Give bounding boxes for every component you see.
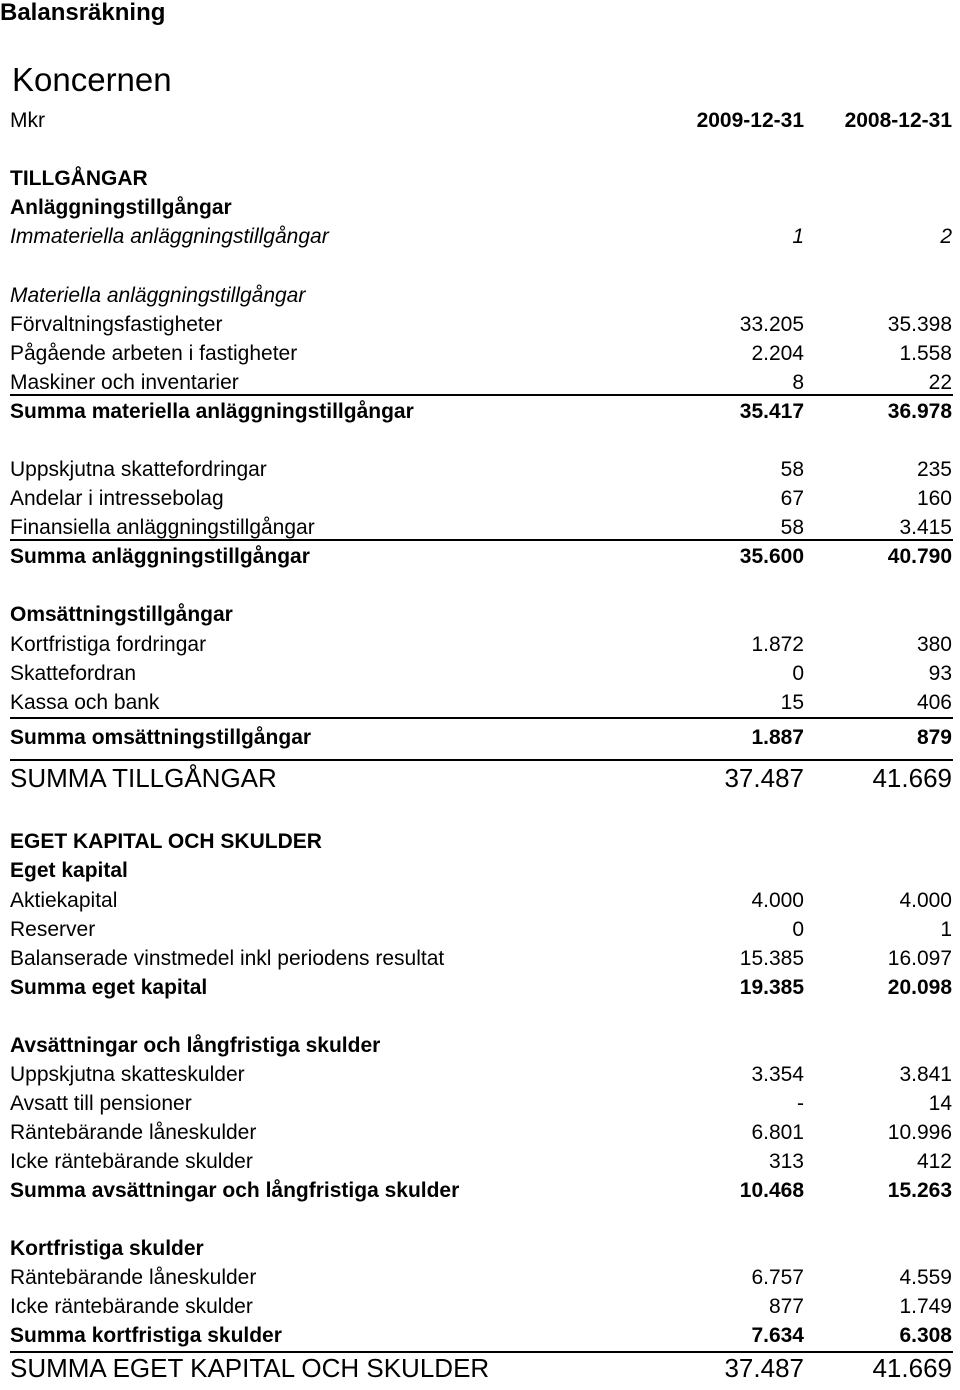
row-label: Summa kortfristiga skulder: [10, 1324, 282, 1347]
row-label: SUMMA EGET KAPITAL OCH SKULDER: [10, 1353, 490, 1383]
row-label: Icke räntebärande skulder: [10, 1295, 253, 1318]
value-2008: 2008-12-31: [844, 109, 952, 132]
value-2009: 0: [792, 918, 804, 941]
table-row: [10, 339, 952, 368]
value-2009: 2009-12-31: [696, 109, 804, 132]
value-2009: 6.801: [751, 1121, 804, 1144]
row-label: Andelar i intressebolag: [10, 487, 224, 510]
value-2009: 10.468: [739, 1179, 804, 1202]
value-2008: 380: [916, 633, 952, 656]
table-row: [10, 1060, 952, 1089]
value-2008: 406: [916, 691, 952, 714]
value-2008: 15.263: [887, 1179, 952, 1202]
value-2009: 8: [792, 371, 804, 394]
table-row: [10, 688, 952, 717]
row-label: Aktiekapital: [10, 889, 118, 912]
value-2009: 3.354: [751, 1063, 804, 1086]
value-2008: 20.098: [887, 976, 952, 999]
table-row: [10, 762, 952, 795]
row-label: Summa omsättningstillgångar: [10, 726, 312, 749]
table-row: [10, 1118, 952, 1147]
row-label: Summa avsättningar och långfristiga skulder: [10, 1179, 460, 1202]
row-label: Summa eget kapital: [10, 976, 208, 999]
value-2009: -: [797, 1092, 804, 1115]
value-2009: 67: [780, 487, 804, 510]
row-label: Förvaltningsfastigheter: [10, 313, 223, 336]
value-2008: 4.559: [899, 1266, 952, 1289]
value-2008: 3.415: [899, 516, 952, 539]
table-row: [10, 368, 952, 397]
row-label: Summa anläggningstillgångar: [10, 545, 310, 568]
row-label: Räntebärande låneskulder: [10, 1121, 257, 1144]
row-label: Balanserade vinstmedel inkl periodens resultat: [10, 947, 445, 970]
value-2009: 0: [792, 662, 804, 685]
row-label: Finansiella anläggningstillgångar: [10, 516, 315, 539]
value-2008: 16.097: [887, 947, 952, 970]
row-label: Uppskjutna skatteskulder: [10, 1063, 245, 1086]
value-2008: 6.308: [899, 1324, 952, 1347]
row-label: Icke räntebärande skulder: [10, 1150, 253, 1173]
table-row: [10, 222, 952, 251]
table-row: [10, 542, 952, 571]
row-label: Reserver: [10, 918, 96, 941]
row-label: Kassa och bank: [10, 691, 160, 714]
table-row: [10, 1292, 952, 1321]
row-label: Räntebärande låneskulder: [10, 1266, 257, 1289]
table-row: [10, 1176, 952, 1205]
value-2008: 36.978: [887, 400, 952, 423]
row-label: TILLGÅNGAR: [10, 167, 148, 190]
value-2008: 40.790: [887, 545, 952, 568]
table-row: [10, 310, 952, 339]
value-2008: 1.749: [899, 1295, 952, 1318]
page-title: Balansräkning: [0, 0, 166, 26]
table-row: [10, 281, 952, 310]
table-row: [10, 193, 952, 222]
row-label: Maskiner och inventarier: [10, 371, 239, 394]
row-label: Materiella anläggningstillgångar: [10, 284, 306, 307]
value-2008: 160: [916, 487, 952, 510]
value-2008: 1.558: [899, 342, 952, 365]
table-row: [10, 484, 952, 513]
row-label: EGET KAPITAL OCH SKULDER: [10, 830, 322, 853]
value-2008: 22: [928, 371, 952, 394]
row-label: Avsatt till pensioner: [10, 1092, 192, 1115]
sum-rule: [10, 717, 953, 719]
column-header-row: [10, 106, 952, 135]
value-2009: 58: [780, 458, 804, 481]
table-row: [10, 856, 952, 885]
value-2009: 58: [780, 516, 804, 539]
row-label: Omsättningstillgångar: [10, 603, 233, 626]
table-row: [10, 397, 952, 426]
row-label: Immateriella anläggningstillgångar: [10, 225, 329, 248]
table-row: [10, 1352, 952, 1385]
value-2009: 1.887: [751, 726, 804, 749]
table-row: [10, 630, 952, 659]
table-row: [10, 164, 952, 193]
value-2008: 14: [928, 1092, 952, 1115]
row-label: Skattefordran: [10, 662, 137, 685]
value-2008: 35.398: [887, 313, 952, 336]
value-2008: 41.669: [872, 763, 952, 793]
row-label: Kortfristiga fordringar: [10, 633, 207, 656]
value-2009: 4.000: [751, 889, 804, 912]
sum-rule: [10, 759, 953, 761]
row-label: Eget kapital: [10, 859, 128, 882]
table-row: [10, 513, 952, 542]
value-2009: 1: [792, 225, 804, 248]
value-2009: 2.204: [751, 342, 804, 365]
value-2009: 15: [780, 691, 804, 714]
table-row: [10, 944, 952, 973]
table-row: [10, 1089, 952, 1118]
value-2009: 19.385: [739, 976, 804, 999]
value-2009: 877: [768, 1295, 804, 1318]
row-label: SUMMA TILLGÅNGAR: [10, 763, 277, 793]
value-2008: 4.000: [899, 889, 952, 912]
sum-rule: [10, 539, 953, 541]
value-2009: 15.385: [739, 947, 804, 970]
row-label: Mkr: [10, 109, 45, 132]
value-2009: 37.487: [724, 1353, 804, 1383]
value-2008: 2: [940, 225, 952, 248]
table-row: [10, 1234, 952, 1263]
value-2008: 235: [916, 458, 952, 481]
table-row: [10, 723, 952, 752]
value-2009: 35.600: [739, 545, 804, 568]
table-row: [10, 886, 952, 915]
value-2009: 35.417: [739, 400, 804, 423]
value-2009: 7.634: [751, 1324, 804, 1347]
table-row: [10, 1263, 952, 1292]
sum-rule: [10, 394, 953, 396]
row-label: Summa materiella anläggningstillgångar: [10, 400, 414, 423]
value-2008: 10.996: [887, 1121, 952, 1144]
row-label: Kortfristiga skulder: [10, 1237, 204, 1260]
row-label: Pågående arbeten i fastigheter: [10, 342, 298, 365]
value-2009: 1.872: [751, 633, 804, 656]
row-label: Avsättningar och långfristiga skulder: [10, 1034, 381, 1057]
row-label: Uppskjutna skattefordringar: [10, 458, 267, 481]
table-row: [10, 600, 952, 629]
table-row: [10, 1147, 952, 1176]
value-2008: 412: [916, 1150, 952, 1173]
table-row: [10, 973, 952, 1002]
sum-rule: [10, 1351, 953, 1353]
table-row: [10, 1321, 952, 1350]
table-row: [10, 827, 952, 856]
value-2008: 1: [940, 918, 952, 941]
value-2009: 33.205: [739, 313, 804, 336]
table-row: [10, 659, 952, 688]
value-2009: 313: [768, 1150, 804, 1173]
value-2008: 41.669: [872, 1353, 952, 1383]
group-heading: Koncernen: [12, 61, 172, 98]
table-row: [10, 915, 952, 944]
row-label: Anläggningstillgångar: [10, 196, 232, 219]
table-row: [10, 1031, 952, 1060]
value-2008: 3.841: [899, 1063, 952, 1086]
value-2009: 6.757: [751, 1266, 804, 1289]
table-row: [10, 455, 952, 484]
value-2009: 37.487: [724, 763, 804, 793]
value-2008: 879: [916, 726, 952, 749]
value-2008: 93: [928, 662, 952, 685]
